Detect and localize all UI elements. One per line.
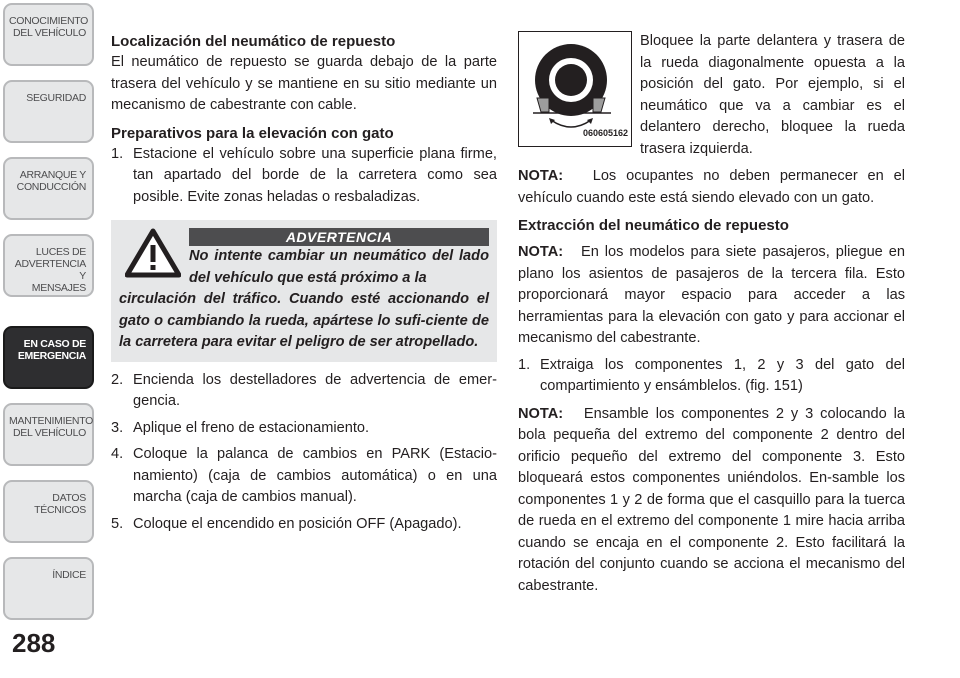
- chapter-tab-label: SEGURIDAD: [26, 92, 86, 104]
- heading-spare-tire-location: Localización del neumático de repuesto: [111, 33, 396, 50]
- warning-text: No intente cambiar un neumático del lado del vehículo que está próximo a la circulación del tráfico. Cuando esté accionando el gato o cambiando la rueda, apártese lo sufi-ciente de la carretera para evitar el peligro de ser atropellado.: [119, 248, 489, 350]
- chapter-tab-label: ADVERTENCIA Y: [14, 258, 86, 282]
- heading-spare-removal: Extracción del neumático de repuesto: [518, 217, 789, 234]
- chapter-tab-label: TÉCNICOS: [34, 504, 86, 516]
- heading-jacking-preparation: Preparativos para la elevación con gato: [111, 124, 394, 142]
- nota-assembly: NOTA: Ensamble los componentes 2 y 3 colocando la bola pequeña del extremo del componente 2 dentro del orificio pequeño del extremo del componente 3. Esto bloqueará estos componentes uniéndolos. En-samble los componentes 1 y 2 de forma que el casquillo para la tuerca de rueda en el extremo del componente 1 mire hacia arriba cuando se encaja en el componente 2. Esto facilitará la rotación del conjunto cuando se acciona el mecanismo del cabestrante.: [518, 405, 905, 594]
- chapter-tab-label: EMERGENCIA: [17, 350, 86, 362]
- chapter-tab[interactable]: [3, 3, 94, 66]
- list-item: 3. Aplique el freno de estacionamiento.: [111, 419, 370, 436]
- chapter-tab-label: CONOCIMIENTO: [9, 15, 89, 27]
- chapter-tab-label: EN CASO DE: [23, 338, 86, 350]
- chapter-tab[interactable]: [3, 403, 94, 466]
- chapter-tab-label: DATOS: [52, 492, 86, 504]
- warning-title: ADVERTENCIA: [189, 228, 489, 246]
- warning-box: [111, 220, 497, 362]
- chapter-tab[interactable]: [3, 557, 94, 620]
- chapter-tab-label: MANTENIMIENTO: [9, 415, 93, 427]
- list-item: 5. Coloque el encendido en posición OFF (Apagado).: [111, 515, 462, 532]
- chapter-tab-label: DEL VEHÍCULO: [12, 427, 86, 439]
- paragraph-spare-location: El neumático de repuesto se guarda debajo de la parte trasera del vehículo y se mantiene en su sitio mediante un mecanismo de cabestrante con cable.: [111, 54, 497, 113]
- nota-occupants: NOTA: Los ocupantes no deben permanecer en el vehículo cuando este está siendo elevado con un gato.: [518, 168, 905, 206]
- warning-triangle-icon: [125, 228, 181, 278]
- chapter-tab[interactable]: [3, 234, 94, 297]
- chapter-tab[interactable]: [3, 80, 94, 143]
- chapter-tab[interactable]: [3, 157, 94, 220]
- chapter-tab[interactable]: [3, 326, 94, 389]
- chapter-tab-label: DEL VEHÍCULO: [12, 27, 86, 39]
- chapter-tab-label: ÍNDICE: [52, 569, 86, 581]
- list-item: 4. Coloque la palanca de cambios en PARK (Estacio-namiento) (caja de cambios automática) o en una marcha (caja de cambios manual).: [111, 446, 497, 505]
- chapter-tab-label: LUCES DE: [35, 246, 86, 258]
- chapter-tab-label: ARRANQUE Y: [19, 169, 86, 181]
- chapter-tab-label: CONDUCCIÓN: [16, 181, 86, 193]
- paragraph-block-wheel: Bloquee la parte delantera y trasera de la rueda diagonalmente opuesta a la posición del gato. Por ejemplo, si el neumático que va a cambiar es el delantero derecho, bloquee la rueda trasera izquierda.: [640, 33, 905, 157]
- list-item: 2. Encienda los destelladores de advertencia de emer-gencia.: [111, 371, 497, 409]
- list-item: 1. Extraiga los componentes 1, 2 y 3 del gato del compartimiento y ensámblelos. (fig. 151): [518, 356, 905, 394]
- right-column: [518, 31, 905, 597]
- figure-id: 060605162: [582, 127, 628, 138]
- chapter-tab[interactable]: [3, 480, 94, 543]
- figure-frame: [518, 31, 632, 147]
- chapter-sidebar: [0, 0, 100, 640]
- wheel-block-figure: [518, 31, 634, 149]
- list-item: 1. Estacione el vehículo sobre una superficie plana firme, tan apartado del borde de la carretera como sea posible. Evite zonas heladas o resbaladizas.: [111, 145, 497, 205]
- page-number: 288: [12, 628, 56, 658]
- left-column: [111, 31, 497, 535]
- nota-seven-passenger: NOTA: En los modelos para siete pasajeros, pliegue en plano los asientos de pasajeros de la tercera fila. Esto proporcionará mayor espacio para acceder a las herramientas para la elevación con gato y para accionar el mecanismo del cabestrante.: [518, 244, 905, 346]
- chapter-tab-label: MENSAJES: [31, 282, 86, 294]
